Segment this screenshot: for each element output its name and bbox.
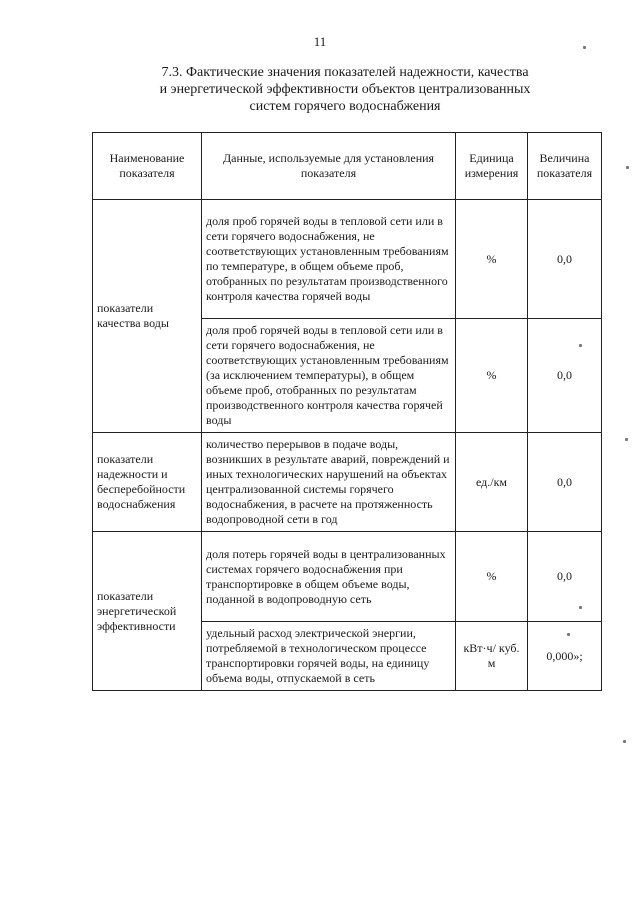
- scan-speck: [583, 46, 586, 49]
- row-value: 0,0: [528, 200, 602, 319]
- row-unit: ед./км: [456, 433, 528, 532]
- category-reliability: показатели надежности и бесперебойности водоснабжения: [93, 433, 202, 532]
- row-description: доля проб горячей воды в тепловой сети или в сети горячего водоснабжения, не соответствующих установленным требованиям по температуре, в общем объеме проб, отобранных по результатам производственного контроля качества горячей воды: [202, 200, 456, 319]
- scan-speck: [567, 633, 570, 636]
- row-value: 0,0: [528, 433, 602, 532]
- table-row: [93, 532, 602, 622]
- indicators-table: [92, 132, 602, 691]
- row-unit: %: [456, 200, 528, 319]
- page-number: 11: [313, 34, 327, 49]
- row-value: 0,0: [528, 319, 602, 433]
- row-unit: %: [456, 532, 528, 622]
- category-water-quality: показатели качества воды: [93, 200, 202, 433]
- row-value: 0,0: [528, 532, 602, 622]
- section-heading: [120, 64, 570, 115]
- row-description: доля потерь горячей воды в централизованных системах горячего водоснабжения при транспортировке в общем объеме воды, поданной в водопроводную сеть: [202, 532, 456, 622]
- header-indicator-name: Наименование показателя: [93, 133, 202, 200]
- header-value: Величина показателя: [528, 133, 602, 200]
- heading-line-3: систем горячего водоснабжения: [249, 99, 441, 114]
- scan-speck: [579, 344, 582, 347]
- table-row: [93, 200, 602, 319]
- heading-line-1: 7.3. Фактические значения показателей надежности, качества: [161, 65, 529, 80]
- row-description: удельный расход электрической энергии, потребляемой в технологическом процессе транспортировки горячей воды, на единицу объема воды, отпускаемой в сеть: [202, 622, 456, 691]
- row-unit: кВт·ч/ куб. м: [456, 622, 528, 691]
- scan-speck: [626, 166, 629, 169]
- row-value: 0,000»;: [528, 622, 602, 691]
- scan-speck: [579, 606, 582, 609]
- row-description: доля проб горячей воды в тепловой сети или в сети горячего водоснабжения, не соответствующих установленным требованиям (за исключением температуры), в общем объеме проб, отобранных по результатам производственного контроля качества горячей воды: [202, 319, 456, 433]
- row-unit: %: [456, 319, 528, 433]
- category-energy-efficiency: показатели энергетической эффективности: [93, 532, 202, 691]
- header-data-used: Данные, используемые для установления показателя: [202, 133, 456, 200]
- table-header-row: [93, 133, 602, 200]
- header-unit: Единица измерения: [456, 133, 528, 200]
- table-row: [93, 433, 602, 532]
- scan-speck: [623, 740, 626, 743]
- scan-speck: [625, 438, 628, 441]
- row-description: количество перерывов в подаче воды, возникших в результате аварий, повреждений и иных технологических нарушений на объектах централизованной системы горячего водоснабжения, в расчете на протяженность водопроводной сети в год: [202, 433, 456, 532]
- heading-line-2: и энергетической эффективности объектов централизованных: [159, 82, 531, 97]
